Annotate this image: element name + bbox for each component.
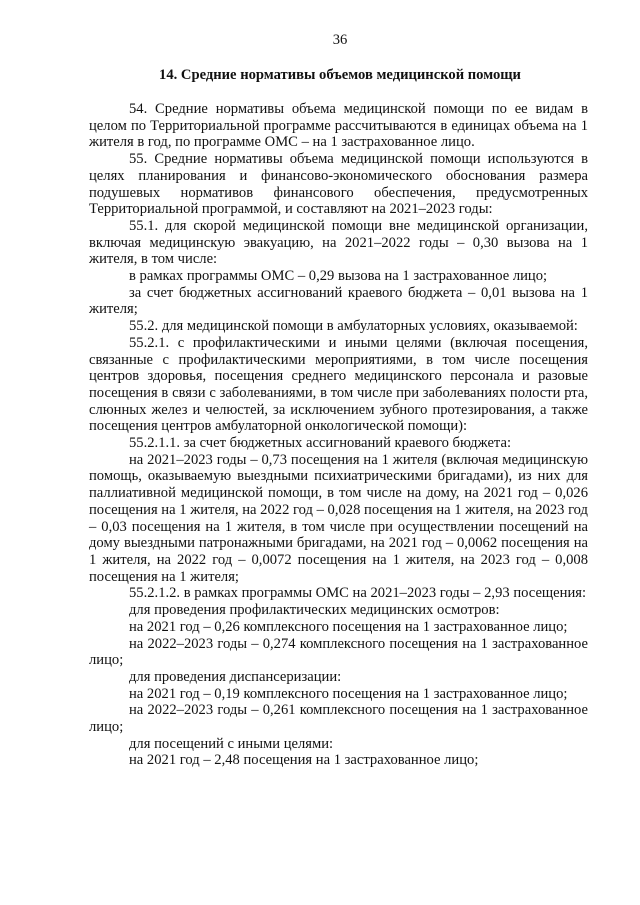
paragraph: 55.2.1. с профилактическими и иными целями (включая посещения, связанные с профилактическими мероприятиями, в том числе посещения центров здоровья, посещения среднего медицинского персонала и разовые посещения в связи с заболеваниями, в том числе при заболеваниях полости рта, слюнных желез и челюстей, за исключением зубного протезирования, а также посещения центров амбулаторной онкологической помощи): xyxy=(89,334,588,435)
paragraph: для посещений с иными целями: xyxy=(129,735,334,752)
paragraph: в рамках программы ОМС – 0,29 вызова на 1 застрахованное лицо; xyxy=(129,268,548,285)
paragraph: 55.2.1.2. в рамках программы ОМС на 2021–2023 годы – 2,93 посещения: xyxy=(129,585,587,602)
paragraph: за счет бюджетных ассигнований краевого бюджета – 0,01 вызова на 1 жителя; xyxy=(89,284,588,318)
paragraph: 55.2. для медицинской помощи в амбулаторных условиях, оказываемой: xyxy=(129,318,578,335)
paragraph: на 2022–2023 годы – 0,261 комплексного посещения на 1 застрахованное лицо; xyxy=(89,702,588,736)
section-title: 14. Средние нормативы объемов медицинской помощи xyxy=(159,67,521,83)
paragraph: на 2021 год – 0,19 комплексного посещения на 1 застрахованное лицо; xyxy=(129,685,568,702)
paragraph: на 2021 год – 2,48 посещения на 1 застрахованное лицо; xyxy=(129,752,479,769)
paragraph: для проведения профилактических медицинских осмотров: xyxy=(129,602,500,619)
paragraph: 54. Средние нормативы объема медицинской помощи по ее видам в целом по Территориальной программе рассчитываются в единицах объема на 1 жителя в год, по программе ОМС – на 1 застрахованное лицо. xyxy=(89,101,588,151)
page-number: 36 xyxy=(332,32,348,48)
paragraph: на 2021 год – 0,26 комплексного посещения на 1 застрахованное лицо; xyxy=(129,618,568,635)
paragraph: 55.1. для скорой медицинской помощи вне медицинской организации, включая медицинскую эвакуацию, на 2021–2022 годы – 0,30 вызова на 1 жителя, в том числе: xyxy=(89,217,588,268)
paragraph: на 2021–2023 годы – 0,73 посещения на 1 жителя (включая медицинскую помощь, оказываемую выездными психиатрическими бригадами), из них для паллиативной медицинской помощи, в том числе на дому, на 2021 год – 0,026 посещения на 1 жителя, на 2022 год – 0,028 посещения на 1 жителя, на 2023 год – 0,03 посещения на 1 жителя, в том числе при осуществлении посещений на дому выездными патронажными бригадами, на 2021 год – 0,0062 посещения на 1 жителя, на 2022 год – 0,0072 посещения на 1 жителя, на 2023 год – 0,008 посещения на 1 жителя; xyxy=(89,451,588,585)
document-body xyxy=(89,101,588,769)
paragraph: для проведения диспансеризации: xyxy=(129,668,342,685)
paragraph: 55.2.1.1. за счет бюджетных ассигнований краевого бюджета: xyxy=(129,435,512,452)
paragraph: 55. Средние нормативы объема медицинской помощи используются в целях планирования и финансово-экономического обоснования размера подушевых нормативов финансового обеспечения, предусмотренных Территориальной программой, и составляют на 2021–2023 годы: xyxy=(89,151,588,218)
paragraph: на 2022–2023 годы – 0,274 комплексного посещения на 1 застрахованное лицо; xyxy=(89,635,588,669)
